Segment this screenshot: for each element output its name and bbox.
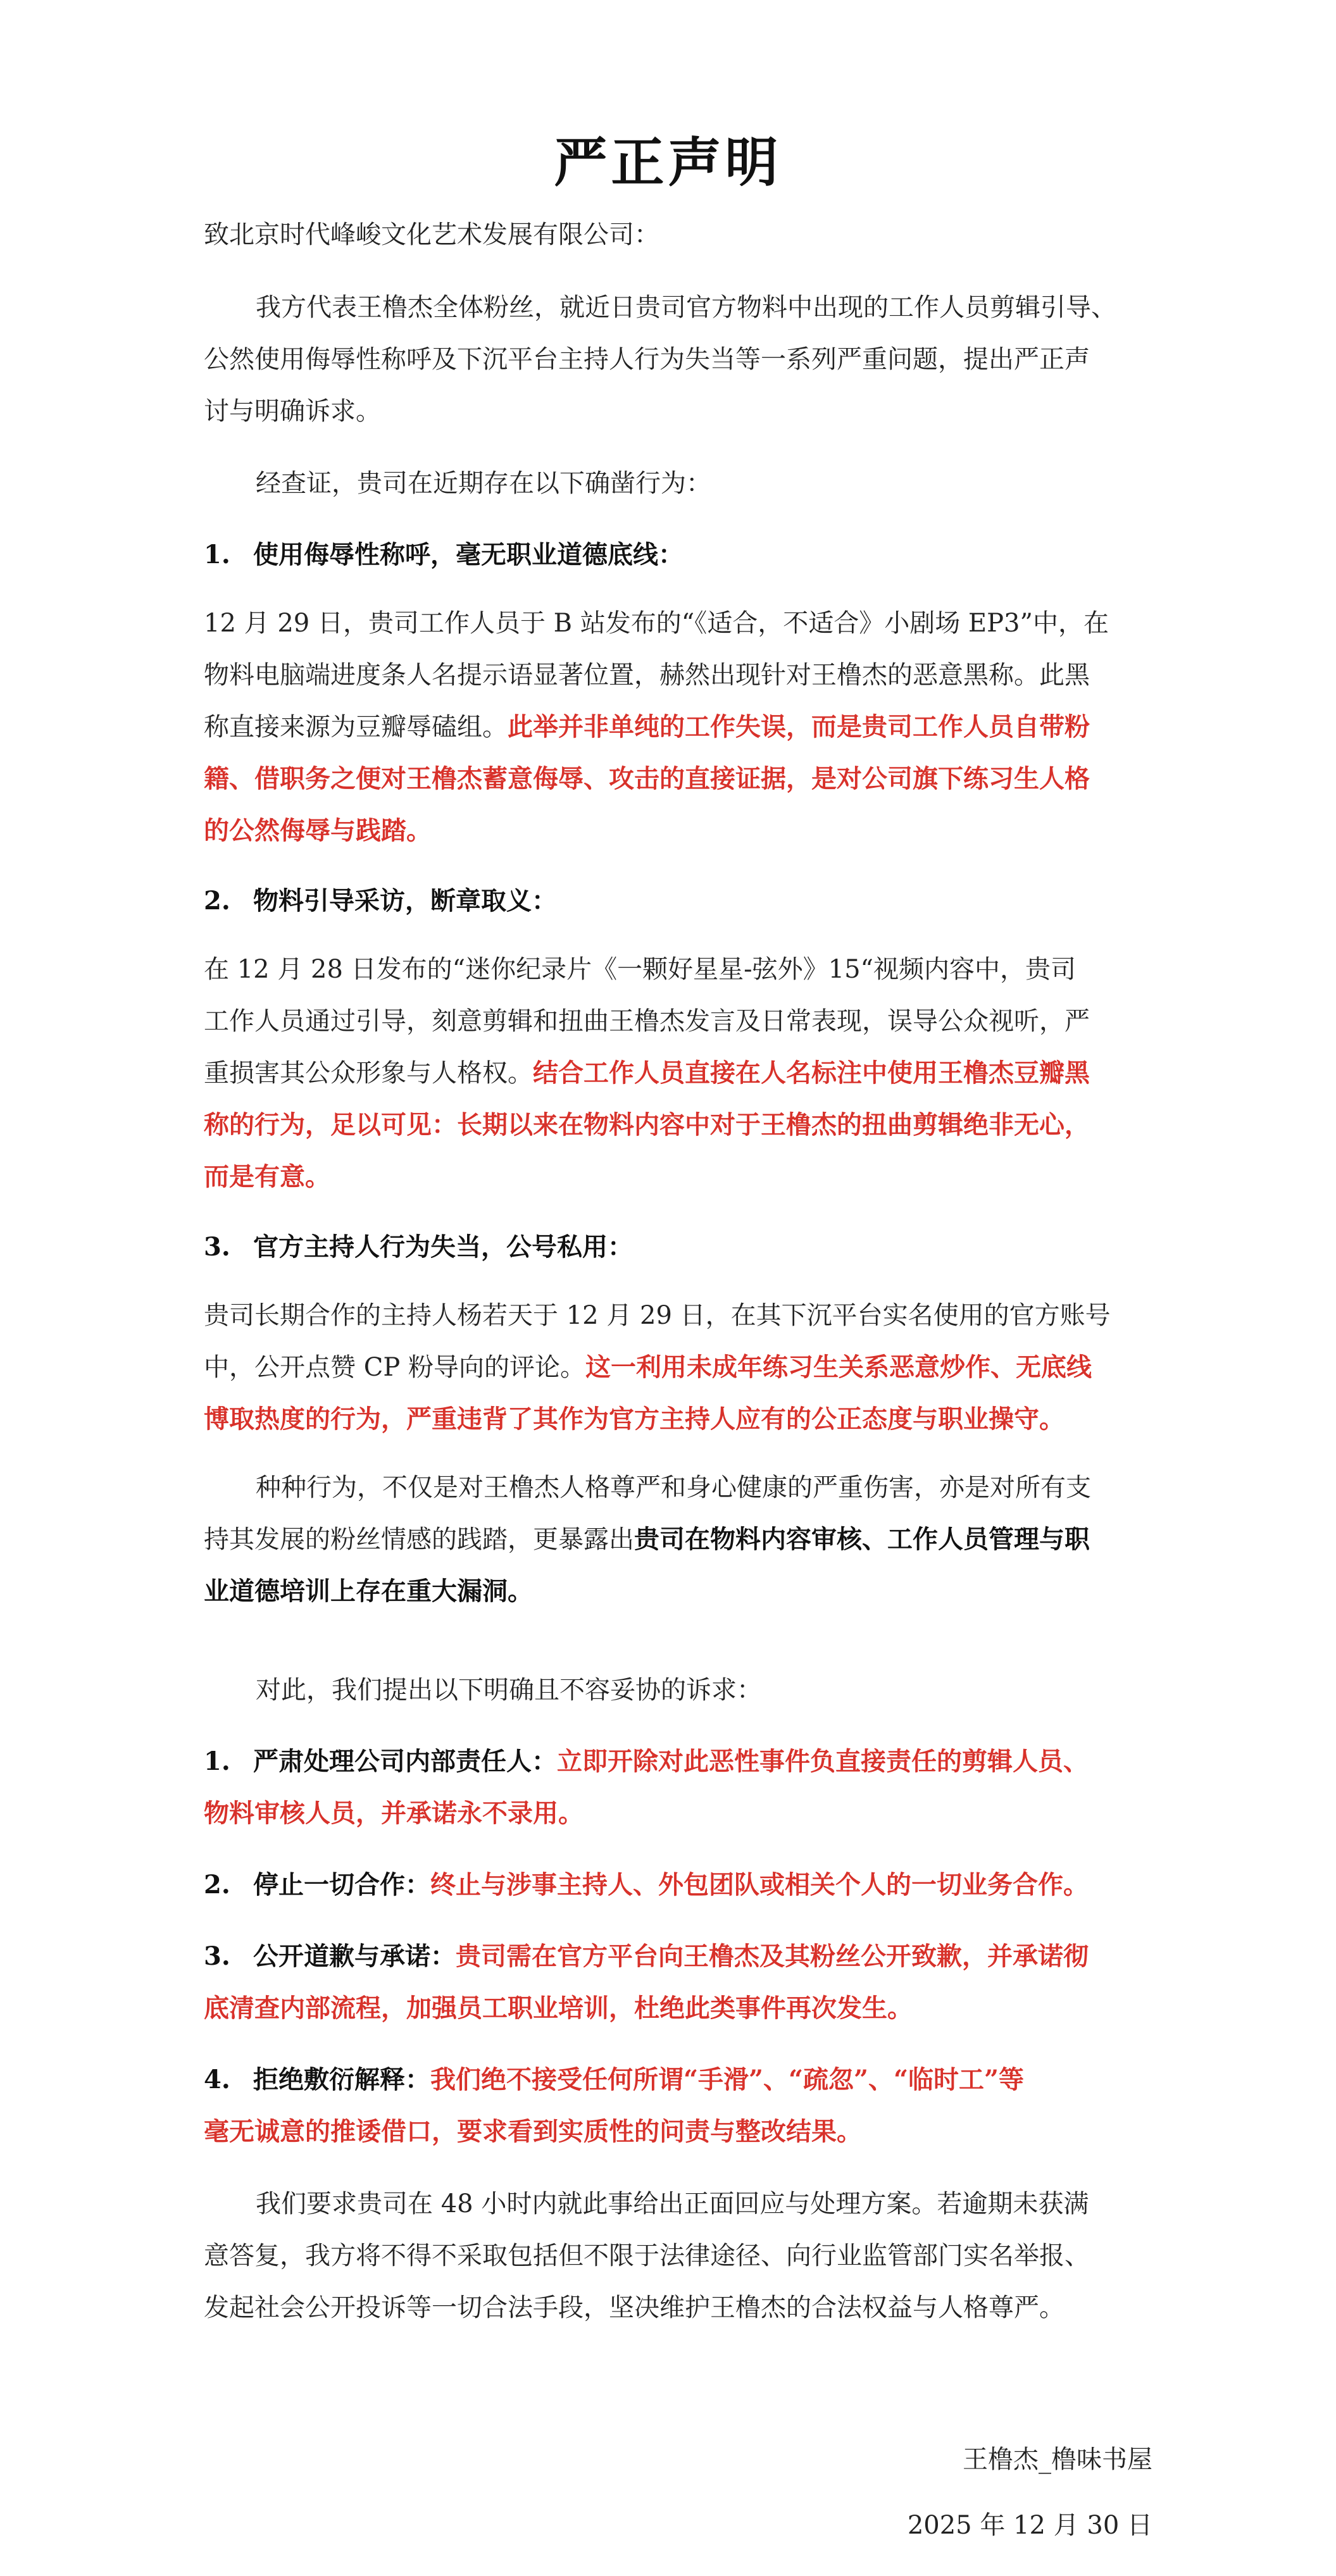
demand-4-line-2: 毫无诚意的推诿借口，要求看到实质性的问责与整改结果。 (204, 2117, 862, 2146)
demand-3-line-1 (204, 1931, 1153, 1982)
demand-4-label: 拒绝敷衍解释： (253, 2065, 430, 2094)
item-2-number: 2. (204, 886, 230, 916)
demand-2-line-1 (204, 1859, 1153, 1911)
document-title: 严正声明 (554, 131, 782, 194)
summary-line-3: 业道德培训上存在重大漏洞。 (204, 1576, 533, 1606)
signature: 王橹杰_橹味书屋 (963, 2445, 1152, 2474)
demand-1-text: 立即开除对此恶性事件负直接责任的剪辑人员、 (557, 1746, 1089, 1776)
intro-line-3: 讨与明确诉求。 (204, 397, 381, 426)
demand-4-text: 我们绝不接受任何所谓“手滑”、“疏忽”、“临时工”等 (430, 2065, 1025, 2094)
demand-3-line-2: 底清查内部流程，加强员工职业培训，杜绝此类事件再次发生。 (204, 1993, 913, 2023)
item-1-line-2: 物料电脑端进度条人名提示语显著位置，赫然出现针对王橹杰的恶意黑称。此黑 (204, 661, 1090, 690)
item-3-number: 3. (204, 1232, 230, 1262)
demand-2-text: 终止与涉事主持人、外包团队或相关个人的一切业务合作。 (430, 1870, 1089, 1900)
item-1-line-3-plain: 称直接来源为豆瓣辱磕组。 (204, 712, 508, 742)
item-1-line-1: 12 月 29 日，贵司工作人员于 B 站发布的“《适合，不适合》小剧场 EP3”中，在 (204, 609, 1109, 638)
demand-4-number: 4. (204, 2065, 230, 2094)
item-1-heading-text: 使用侮辱性称呼，毫无职业道德底线： (253, 540, 684, 569)
closing-line-1: 我们要求贵司在 48 小时内就此事给出正面回应与处理方案。若逾期未获满 (256, 2189, 1089, 2218)
item-2-line-2: 工作人员通过引导，刻意剪辑和扭曲王橹杰发言及日常表现，误导公众视听，严 (204, 1007, 1090, 1036)
demand-2-number: 2. (204, 1870, 230, 1900)
item-3-line-1: 贵司长期合作的主持人杨若天于 12 月 29 日，在其下沉平台实名使用的官方账号 (204, 1301, 1111, 1330)
demand-3-text: 贵司需在官方平台向王橹杰及其粉丝公开致歉，并承诺彻 (456, 1941, 1089, 1971)
item-2-line-1: 在 12 月 28 日发布的“迷你纪录片《一颗好星星-弦外》15“视频内容中，贵司 (204, 955, 1076, 984)
item-2-line-5: 而是有意。 (204, 1162, 330, 1192)
item-1-line-5: 的公然侮辱与践踏。 (204, 816, 432, 845)
demand-1-line-1 (204, 1736, 1153, 1788)
item-1-line-3-highlight: 此举并非单纯的工作失误，而是贵司工作人员自带粉 (508, 712, 1090, 742)
summary-line-2 (204, 1514, 1153, 1565)
demands-intro: 对此，我们提出以下明确且不容妥协的诉求： (256, 1676, 762, 1705)
demand-4-line-1 (204, 2054, 1153, 2106)
item-3-line-2-plain: 中，公开点赞 CP 粉导向的评论。 (204, 1353, 585, 1382)
item-2-line-3 (204, 1047, 1153, 1099)
demand-1-line-2: 物料审核人员，并承诺永不录用。 (204, 1798, 584, 1828)
demand-2-label: 停止一切合作： (253, 1870, 430, 1900)
summary-line-1: 种种行为，不仅是对王橹杰人格尊严和身心健康的严重伤害，亦是对所有支 (256, 1473, 1091, 1502)
item-2-heading (204, 875, 1153, 927)
found-line: 经查证，贵司在近期存在以下确凿行为： (256, 469, 711, 498)
summary-line-2-plain: 持其发展的粉丝情感的践踏，更暴露出 (204, 1525, 634, 1554)
item-2-heading-text: 物料引导采访，断章取义： (253, 886, 557, 916)
intro-line-1: 我方代表王橹杰全体粉丝，就近日贵司官方物料中出现的工作人员剪辑引导、 (256, 293, 1116, 322)
item-1-number: 1. (204, 540, 230, 569)
intro-line-2: 公然使用侮辱性称呼及下沉平台主持人行为失当等一系列严重问题，提出严正声 (204, 345, 1090, 374)
demand-1-label: 严肃处理公司内部责任人： (253, 1746, 557, 1776)
date: 2025 年 12 月 30 日 (907, 2511, 1152, 2540)
closing-line-2: 意答复，我方将不得不采取包括但不限于法律途径、向行业监管部门实名举报、 (204, 2241, 1090, 2270)
demand-3-label: 公开道歉与承诺： (253, 1941, 456, 1971)
item-1-heading (204, 529, 1153, 581)
item-3-heading-text: 官方主持人行为失当，公号私用： (253, 1232, 633, 1262)
item-3-line-2 (204, 1341, 1153, 1393)
item-3-heading (204, 1221, 1153, 1273)
item-3-line-3: 博取热度的行为，严重违背了其作为官方主持人应有的公正态度与职业操守。 (204, 1404, 1064, 1434)
closing-line-3: 发起社会公开投诉等一切合法手段，坚决维护王橹杰的合法权益与人格尊严。 (204, 2293, 1064, 2322)
item-2-line-4: 称的行为，足以可见：长期以来在物料内容中对于王橹杰的扭曲剪辑绝非无心， (204, 1110, 1090, 1140)
item-3-line-2-highlight: 这一利用未成年练习生关系恶意炒作、无底线 (585, 1352, 1092, 1382)
demand-1-number: 1. (204, 1746, 230, 1776)
item-1-line-3 (204, 701, 1153, 753)
demand-3-number: 3. (204, 1941, 230, 1971)
salutation: 致北京时代峰峻文化艺术发展有限公司： (204, 220, 659, 249)
item-2-line-3-highlight: 结合工作人员直接在人名标注中使用王橹杰豆瓣黑 (533, 1058, 1090, 1088)
item-1-line-4: 籍、借职务之便对王橹杰蓄意侮辱、攻击的直接证据，是对公司旗下练习生人格 (204, 764, 1090, 793)
summary-line-2-emphasis: 贵司在物料内容审核、工作人员管理与职 (634, 1524, 1090, 1554)
item-2-line-3-plain: 重损害其公众形象与人格权。 (204, 1059, 533, 1088)
